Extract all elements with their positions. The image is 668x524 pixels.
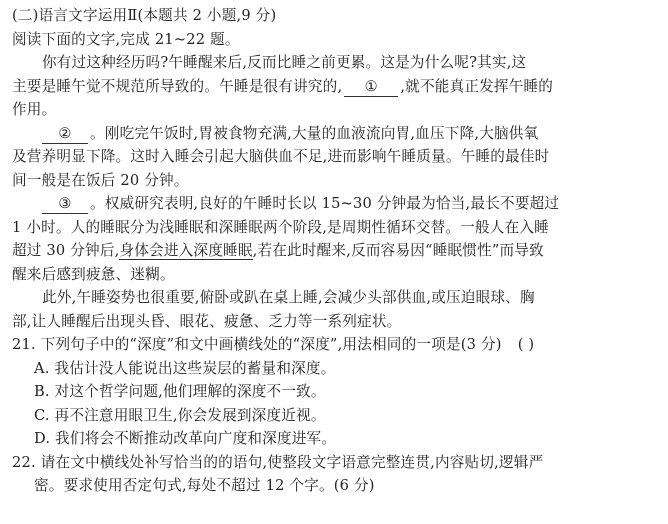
underlined-phrase: 身体会进入深度睡眠 <box>119 242 253 259</box>
passage-p3-line-4: 醒来后感到疲惫、迷糊。 <box>12 265 175 283</box>
passage-p4-line-2: 部,让人睡醒后出现头昏、眼花、疲惫、乏力等一系列症状。 <box>12 312 402 330</box>
q21-option-d: D. 我们将会不断推动改革向广度和深度进军。 <box>34 430 337 447</box>
q21-stem-text: 21. 下列句子中的“深度”和文中画横线处的“深度”,用法相同的一项是(3 分) <box>12 336 502 353</box>
q21-answer-paren[interactable]: ( ) <box>517 336 535 353</box>
passage-p3-line-3-after: ,若在此时醒来,反而容易因“睡眠惯性”而导致 <box>252 242 544 259</box>
section-header: (二)语言文字运用Ⅱ(本题共 2 小题,9 分) <box>12 7 277 24</box>
passage-p4-line-1: 此外,午睡姿势也很重要,俯卧或趴在桌上睡,会减少头部供血,或压迫眼球、胸 <box>42 289 535 306</box>
blank-1: ① <box>344 78 398 97</box>
passage-p1-line-2-text: 主要是睡午觉不规范所导致的。午睡是很有讲究的, <box>12 77 343 95</box>
passage-p3-line-2: 1 小时。人的睡眠分为浅睡眠和深睡眠两个阶段,是周期性循环交替。一般人在入睡 <box>12 218 549 236</box>
passage-p3-line-1 <box>12 192 660 216</box>
passage-p2-line-1-text: 。刚吃完午饭时,胃被食物充满,大量的血液流向胃,血压下降,大脑供氧 <box>90 124 539 142</box>
q21-option-c: C. 再不注意用眼卫生,你会发展到深度近视。 <box>34 406 326 424</box>
q22-line-1: 22. 请在文中横线处补写恰当的的语句,使整段文字语意完整连贯,内容贴切,逻辑严 <box>12 453 544 471</box>
passage-p1-line-2 <box>12 75 660 99</box>
q22-line-2: 密。要求使用否定句式,每处不超过 12 个字。(6 分) <box>34 477 375 494</box>
q21-stem <box>12 333 660 357</box>
passage-p2-line-3: 间一般是在饭后 20 分钟。 <box>12 171 189 189</box>
blank-2: ② <box>42 125 88 144</box>
passage-p3-line-3-before: 超过 30 分钟后, <box>12 242 120 259</box>
passage-p1-line-2-after: ,就不能真正发挥午睡的 <box>400 77 554 95</box>
blank-3: ③ <box>42 195 88 214</box>
passage-p3-line-1-text: 。权威研究表明,良好的午睡时长以 15~30 分钟最为恰当,最长不要超过 <box>90 195 560 212</box>
passage-p2-line-1 <box>12 122 660 146</box>
q21-option-b: B. 对这个哲学问题,他们理解的深度不一致。 <box>34 383 326 400</box>
passage-p3-line-3 <box>12 239 660 263</box>
passage-p1-line-3: 作用。 <box>12 101 57 118</box>
passage-p2-line-2: 及营养明显下降。这时入睡会引起大脑供血不足,进而影响午睡质量。午睡的最佳时 <box>12 148 550 165</box>
passage-p1-line-1: 你有过这种经历吗?午睡醒来后,反而比睡之前更累。这是为什么呢?其实,这 <box>42 54 527 71</box>
q21-option-a: A. 我估计没人能说出这些炭层的蓄量和深度。 <box>34 359 336 377</box>
section-instruction: 阅读下面的文字,完成 21~22 题。 <box>12 30 240 48</box>
